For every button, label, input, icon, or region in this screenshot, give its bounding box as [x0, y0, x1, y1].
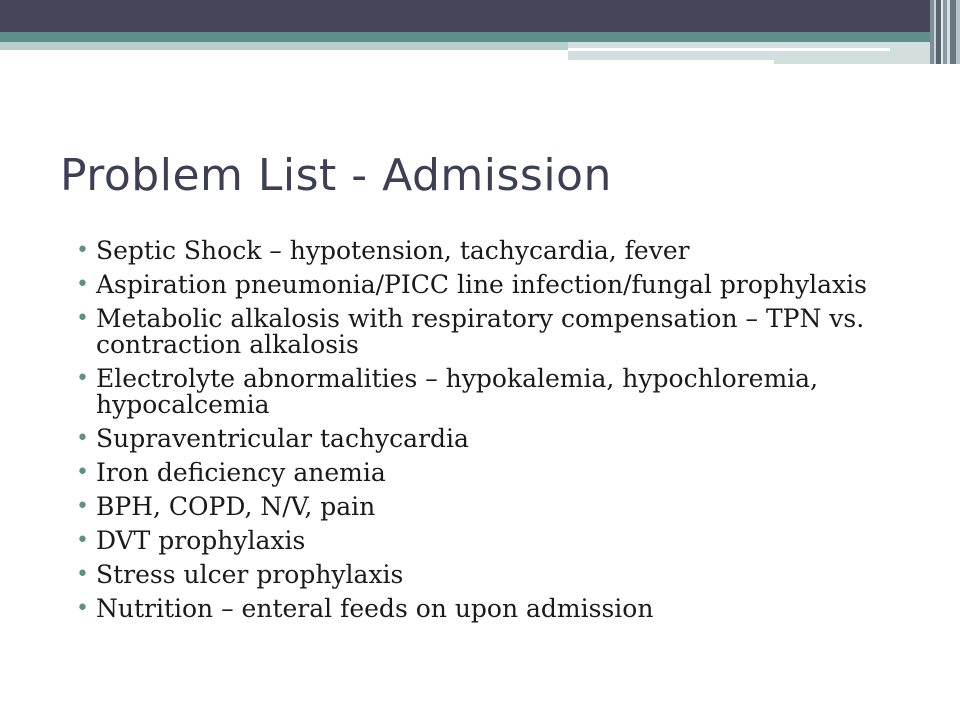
bullet-text: Supraventricular tachycardia [96, 424, 469, 453]
bullet-item [76, 528, 916, 554]
header-band-teal [0, 32, 960, 42]
bullet-dot: • [76, 494, 89, 519]
bullet-item [76, 272, 916, 298]
bullet-dot: • [76, 528, 89, 553]
bullet-text: DVT prophylaxis [96, 526, 306, 555]
bullet-item [76, 460, 916, 486]
bullet-dot: • [76, 366, 89, 391]
header-band-teal-light [0, 42, 568, 50]
bullet-text: Metabolic alkalosis with respiratory compensation – TPN vs. contraction alkalosis [96, 304, 865, 359]
bullet-dot: • [76, 426, 89, 451]
slide-title: Problem List - Admission [60, 150, 612, 201]
bullet-dot: • [76, 562, 89, 587]
header-right-stripes [930, 0, 960, 64]
bullet-item [76, 366, 916, 418]
bullet-text: Iron deficiency anemia [96, 458, 386, 487]
header-band-dark [0, 0, 960, 32]
header-white-line [568, 48, 890, 51]
bullet-text: Stress ulcer prophylaxis [96, 560, 404, 589]
bullet-dot: • [76, 306, 89, 331]
bullet-dot: • [76, 272, 89, 297]
bullet-text: BPH, COPD, N/V, pain [96, 492, 376, 521]
bullet-item [76, 562, 916, 588]
bullet-text: Septic Shock – hypotension, tachycardia, fever [96, 236, 690, 265]
bullet-item [76, 238, 916, 264]
bullet-text: Aspiration pneumonia/PICC line infection/fungal prophylaxis [96, 270, 867, 299]
bullet-dot: • [76, 596, 89, 621]
bullet-list [76, 238, 936, 630]
bullet-dot: • [76, 460, 89, 485]
bullet-item [76, 596, 916, 622]
bullet-dot: • [76, 238, 89, 263]
bullet-item [76, 306, 916, 358]
bullet-text: Electrolyte abnormalities – hypokalemia, hypochloremia, hypocalcemia [96, 364, 819, 419]
bullet-item [76, 494, 916, 520]
header-white-line-lower [568, 60, 774, 64]
bullet-item [76, 426, 916, 452]
bullet-text: Nutrition – enteral feeds on upon admission [96, 594, 654, 623]
